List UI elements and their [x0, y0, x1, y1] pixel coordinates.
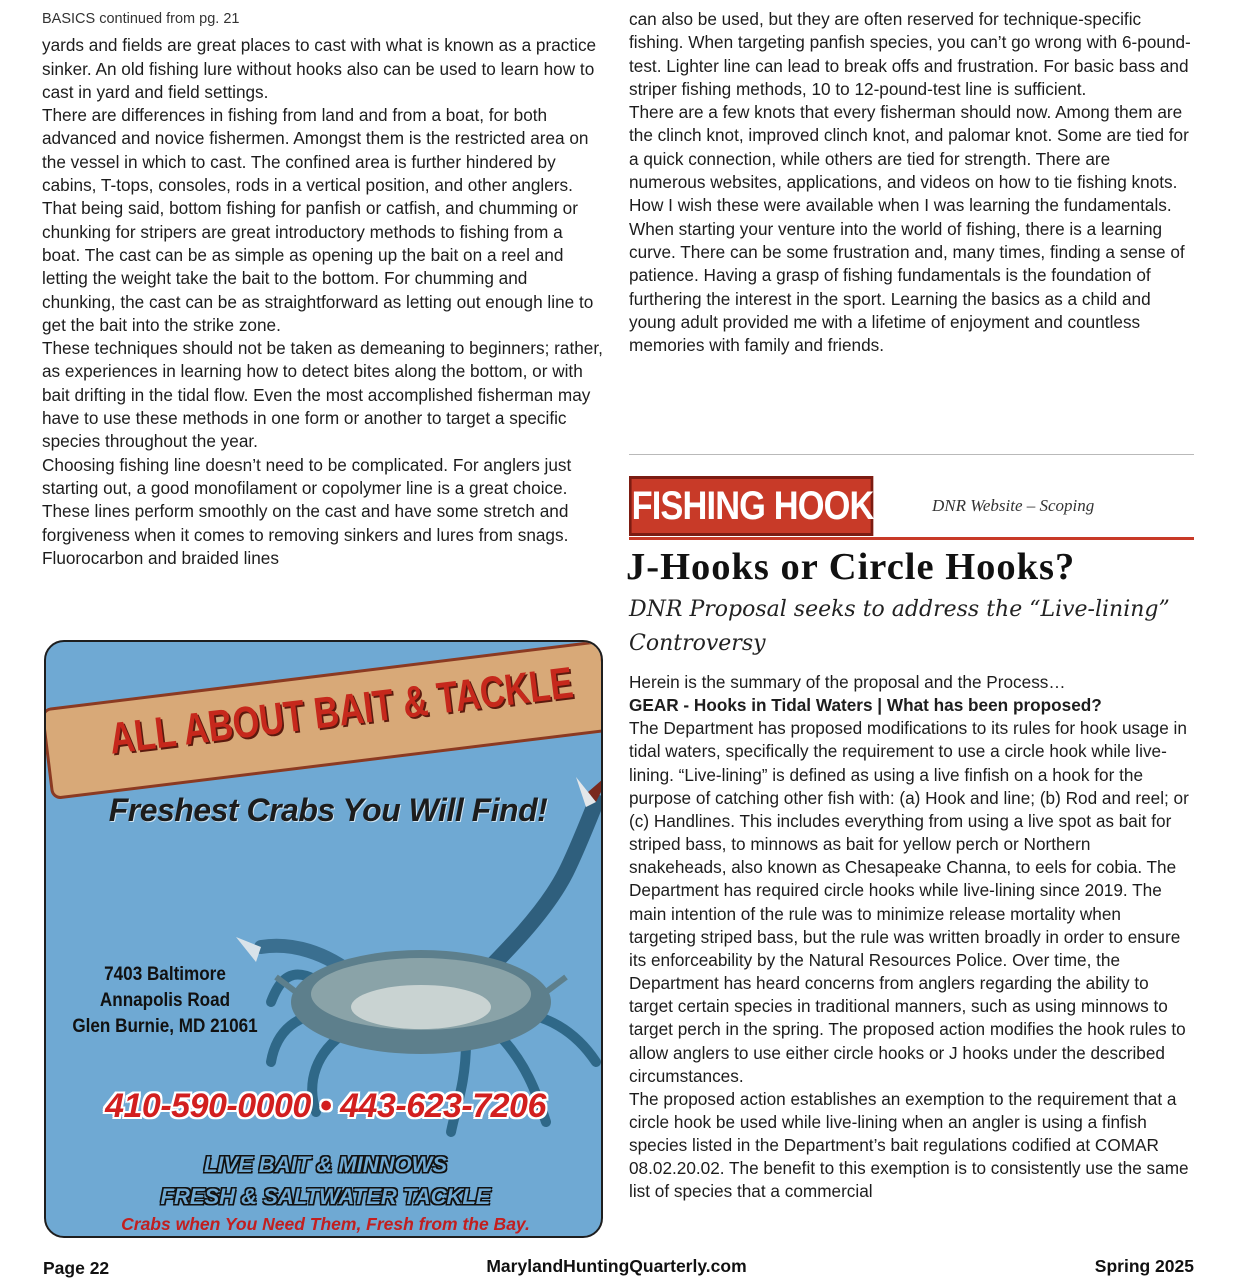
ad-tackle-line: FRESH & SALTWATER TACKLE	[160, 1184, 491, 1209]
footer-issue: Spring 2025	[1094, 1256, 1194, 1276]
footer-page-number: Page 22	[43, 1258, 110, 1278]
ad-slogan: Crabs when You Need Them, Fresh from the Bay.	[121, 1214, 530, 1234]
ad-phone-numbers: 410-590-0000 • 443-623-7206	[105, 1087, 546, 1125]
ad-address	[60, 962, 270, 1040]
article-paragraph: The proposed action establishes an exemption to the requirement that a circle hook be used while live-lining when an angler is using a finfish species listed in the Department’s bait regulations codified at COMAR 08.02.20.02. The benefit to this exemption is to consistently use the same list of species that a commercial	[629, 1088, 1189, 1202]
address-line: Annapolis Road	[99, 990, 231, 1011]
address-line: 7403 Baltimore	[104, 964, 226, 985]
article-headline: J-Hooks or Circle Hooks?	[626, 546, 1076, 588]
section-underline	[629, 537, 1194, 540]
left-paragraph: yards and fields are great places to cast with what is known as a practice sinker. An old fishing lure without hooks also can be used to learn how to cast in yard and field settings.	[42, 35, 597, 102]
article-subheadline: DNR Proposal seeks to address the “Live-lining” Controversy	[629, 597, 1170, 656]
section-banner: FISHING HOOKS	[629, 476, 873, 536]
ad-banner-text: ALL ABOUT BAIT & TACKLE	[106, 658, 576, 764]
right-column	[629, 8, 1191, 357]
left-paragraph: Choosing fishing line doesn’t need to be complicated. For anglers just starting out, a good monofilament or copolymer line is a great choice. These lines perform smoothly on the cast and have some stretch and forgiveness when it comes to removing sinkers and lures from snags. Fluorocarbon and braided lines	[42, 454, 572, 568]
article-paragraph: The Department has proposed modifications to its rules for hook usage in tidal waters, specifically the requirement to use a circle hook while live-lining. “Live-lining” is defined as using a live finfish on a hook for the purpose of catching other fish with: (a) Hook and line; (b) Rod and reel; or (c) Handlines. This includes everything from using a live spot as bait for striped bass, to minnows as bait for yellow perch or Northern snakeheads, also known as Chesapeake Channa, to eels for cobia. The Department has required circle hooks while live-lining since 2019. The main intention of the rule was to minimize release mortality when targeting striped bass, but the rule was written broadly in order to ensure its enforceability by the Natural Resources Police. Over time, the Department has heard concerns from anglers regarding the ability to target certain species in traditional manners, such as using minnows to target perch in the spring. The proposed action modifies the hook rules to allow anglers to use either circle hooks or J hooks under the described circumstances.	[629, 718, 1189, 1086]
footer-website: MarylandHuntingQuarterly.com	[486, 1256, 747, 1276]
section-divider	[629, 454, 1194, 455]
article-subhead: GEAR - Hooks in Tidal Waters | What has been proposed?	[629, 695, 1102, 716]
right-paragraph: There are a few knots that every fisherman should now. Among them are the clinch knot, improved clinch knot, and palomar knot. Some are tied for a quick connection, while others are tied for strength. There are numerous websites, applications, and videos on how to tie fishing knots. How I wish these were available when I was learning the fundamentals.	[629, 102, 1189, 216]
article-body	[629, 671, 1191, 1204]
continued-label: BASICS continued from pg. 21	[42, 11, 240, 27]
right-paragraph: When starting your venture into the world of fishing, there is a learning curve. There can be some frustration and, many times, finding a sense of patience. Having a grasp of fishing fundamentals is the foundation of furthering the interest in the sport. Learning the basics as a child and young adult provided me with a lifetime of enjoyment and countless memories with family and friends.	[629, 218, 1185, 356]
right-paragraph: can also be used, but they are often reserved for technique-specific fishing. When targeting panfish species, you can’t go wrong with 6-pound-test. Lighter line can lead to break offs and frustration. For basic bass and striper fishing methods, 10 to 12-pound-test line is sufficient.	[629, 9, 1191, 99]
left-paragraph: There are differences in fishing from land and from a boat, for both advanced and novice fishermen. Amongst them is the restricted area on the vessel in which to cast. The confined area is further hindered by cabins, T-tops, consoles, rods in a vertical position, and other anglers. That being said, bottom fishing for panfish or catfish, and chumming or chunking for stripers are great introductory methods to fishing from a boat. The cast can be as simple as opening up the bait on a reel and letting the weight take the bait to the bottom. For chumming and chunking, the cast can be as straightforward as letting out enough line to get the bait into the strike zone.	[42, 105, 594, 335]
ad-live-bait-line: LIVE BAIT & MINNOWS	[203, 1152, 448, 1177]
left-paragraph: These techniques should not be taken as demeaning to beginners; rather, as experiences in learning how to detect bites along the bottom, or with bait drifting in the tidal flow. Even the most accomplished fisherman may have to use these methods in one form or another to target a specific species throughout the year.	[42, 338, 603, 452]
left-column	[42, 8, 604, 570]
advertisement	[44, 640, 603, 1238]
address-line: Glen Burnie, MD 21061	[72, 1016, 258, 1037]
article-intro: Herein is the summary of the proposal and the Process…	[629, 672, 1066, 692]
ad-tagline: Freshest Crabs You Will Find!	[108, 792, 548, 828]
section-header	[629, 476, 1194, 540]
ad-banner	[46, 658, 603, 772]
section-source: DNR Website – Scoping	[932, 496, 1095, 515]
